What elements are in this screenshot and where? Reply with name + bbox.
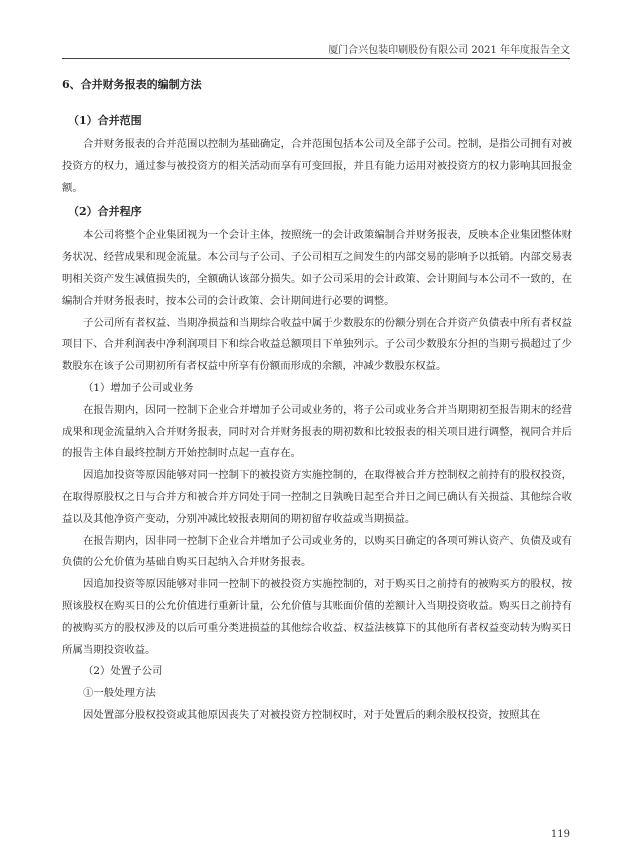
- add-subsidiary-heading: （1）增加子公司或业务: [83, 381, 194, 394]
- document-body: [62, 76, 572, 727]
- paragraph: 合并财务报表的合并范围以控制为基础确定，合并范围包括本公司及全部子公司。控制，是指公司拥有对被投资方的权力，通过参与被投资方的相关活动而享有可变回报，并且有能力运用对被投资方的权力影响其回报金额。: [62, 138, 572, 194]
- paragraph: 因追加投资等原因能够对非同一控制下的被投资方实施控制的，对于购买日之前持有的被购买方的股权，按照该股权在购买日的公允价值进行重新计量，公允价值与其账面价值的差额计入当期投资收益。购买日之前持有的被购买方的股权涉及的以后可重分类进损益的其他综合收益、权益法核算下的其他所有者权益变动转为购买日所属当期投资收益。: [62, 578, 572, 656]
- paragraph: 本公司将整个企业集团视为一个会计主体，按照统一的会计政策编制合并财务报表，反映本企业集团整体财务状况、经营成果和现金流量。本公司与子公司、子公司相互之间发生的内部交易的影响予以抵销。内部交易表明相关资产发生减值损失的，全额确认该部分损失。如子公司采用的会计政策、会计期间与本公司不一致的，在编制合并财务报表时，按本公司的会计政策、会计期间进行必要的调整。: [62, 229, 572, 307]
- page-number: 119: [550, 829, 570, 840]
- paragraph: 在报告期内，因同一控制下企业合并增加子公司或业务的，将子公司或业务合并当期期初至报告期末的经营成果和现金流量纳入合并财务报表，同时对合并财务报表的期初数和比较报表的相关项目进行调整，视同合并后的报告主体自最终控制方开始控制时点起一直存在。: [62, 403, 572, 460]
- procedure-heading: （2）合并程序: [68, 205, 142, 219]
- paragraph: 子公司所有者权益、当期净损益和当期综合收益中属于少数股东的份额分别在合并资产负债表中所有者权益项目下、合并利润表中净利润项目下和综合收益总额项目下单独列示。子公司少数股东分担的当期亏损超过了少数股东在该子公司期初所有者权益中所享有份额而形成的余额，冲减少数股东权益。: [62, 316, 572, 373]
- dispose-subsidiary-heading: （2）处置子公司: [83, 665, 163, 678]
- general-method-heading: ①一般处理方法: [83, 687, 156, 700]
- paragraph: 因追加投资等原因能够对同一控制下的被投资方实施控制的，在取得被合并方控制权之前持有的股权投资，在取得原股权之日与合并方和被合并方同处于同一控制之日孰晚日起至合并日之间已确认有关损益、其他综合收益以及其他净资产变动，分别冲减比较报表期间的期初留存收益或当期损益。: [62, 469, 572, 525]
- paragraph: 因处置部分股权投资或其他原因丧失了对被投资方控制权时，对于处置后的剩余股权投资，按照其在: [83, 708, 541, 721]
- section-title: 6、合并财务报表的编制方法: [62, 78, 202, 91]
- header-title: 厦门合兴包装印刷股份有限公司 2021 年年度报告全文: [328, 45, 570, 56]
- page-header: [62, 38, 570, 59]
- paragraph: 在报告期内，因非同一控制下企业合并增加子公司或业务的，以购买日确定的各项可辨认资产、负债及或有负债的公允价值为基础自购买日起纳入合并财务报表。: [62, 534, 572, 569]
- scope-heading: （1）合并范围: [68, 114, 142, 127]
